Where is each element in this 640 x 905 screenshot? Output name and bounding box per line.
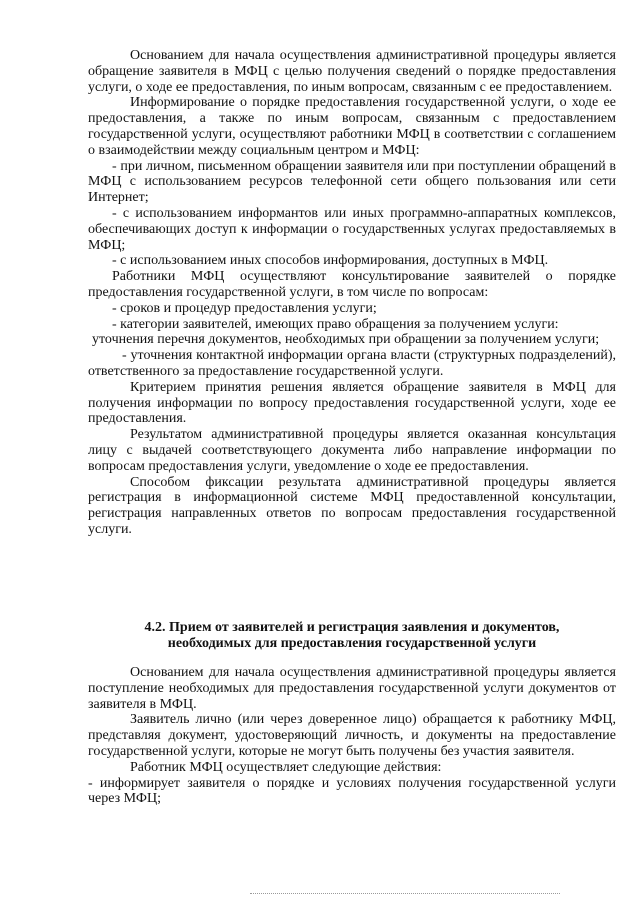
list-item: - с использованием иных способов информирования, доступных в МФЦ. bbox=[112, 253, 549, 269]
scan-artifact-rule bbox=[250, 893, 560, 894]
section-heading-line: необходимых для предоставления государственной услуги bbox=[167, 636, 537, 651]
paragraph: Заявитель лично (или через доверенное лицо) обращается к работнику МФЦ, представляя документ, удостоверяющий личность, и документы на предоставление государственной услуги, которые не могут быть получены без участия заявителя. bbox=[88, 712, 616, 759]
list-item: - с использованием информантов или иных программно-аппаратных комплексов, обеспечивающих доступ к информации о государственных услугах предоставляемых в МФЦ; bbox=[88, 205, 616, 253]
paragraph: Результатом административной процедуры является оказанная консультация лицу с выдачей соответствующего документа либо направление информации по вопросам предоставления услуги, уведомление о ходе ее предоставления. bbox=[88, 427, 616, 474]
section-info-procedure bbox=[88, 48, 616, 538]
paragraph: Информирование о порядке предоставления государственной услуги, о ходе ее предоставления, а также по иным вопросам, связанным с предоставлением государственной услуги, осуществляют работники МФЦ в соответствии с соглашением о взаимодействии между социальным центром и МФЦ: bbox=[88, 95, 616, 158]
section-heading bbox=[88, 620, 616, 652]
section-reception bbox=[88, 665, 616, 807]
paragraph: Основанием для начала осуществления административной процедуры является поступление необходимых для предоставления государственной услуги документов от заявителя в МФЦ. bbox=[88, 665, 616, 712]
list-item: - категории заявителей, имеющих право обращения за получением услуги: bbox=[112, 316, 559, 332]
paragraph: Работники МФЦ осуществляют консультирование заявителей о порядке предоставления государственной услуги, в том числе по вопросам: bbox=[88, 269, 616, 300]
paragraph: Основанием для начала осуществления административной процедуры является обращение заявителя в МФЦ с целью получения сведений о порядке предоставления услуги, о ходе ее предоставления, по иным вопросам, связанным с ее предоставлением. bbox=[88, 48, 616, 95]
list-item: уточнения перечня документов, необходимых при обращении за получением услуги; bbox=[92, 332, 600, 348]
list-item: - уточнения контактной информации органа власти (структурных подразделений), ответственного за предоставление государственной услуги. bbox=[88, 348, 616, 379]
section-heading-line: 4.2. Прием от заявителей и регистрация заявления и документов, bbox=[144, 620, 560, 635]
list-item: - при личном, письменном обращении заявителя или при поступлении обращений в МФЦ с использованием ресурсов телефонной сети общего пользования или сети Интернет; bbox=[88, 158, 616, 206]
paragraph: Критерием принятия решения является обращение заявителя в МФЦ для получения информации по вопросу предоставления государственной услуги, ходе ее предоставления. bbox=[88, 379, 616, 427]
list-item: - сроков и процедур предоставления услуги; bbox=[112, 300, 377, 316]
paragraph: Способом фиксации результата административной процедуры является регистрация в информационной системе МФЦ предоставленной консультации, регистрация направленных ответов по вопросам предоставления государственной услуги. bbox=[88, 474, 616, 537]
paragraph: Работник МФЦ осуществляет следующие действия: bbox=[130, 759, 442, 775]
list-item: - информирует заявителя о порядке и условиях получения государственной услуги через МФЦ; bbox=[88, 775, 616, 807]
